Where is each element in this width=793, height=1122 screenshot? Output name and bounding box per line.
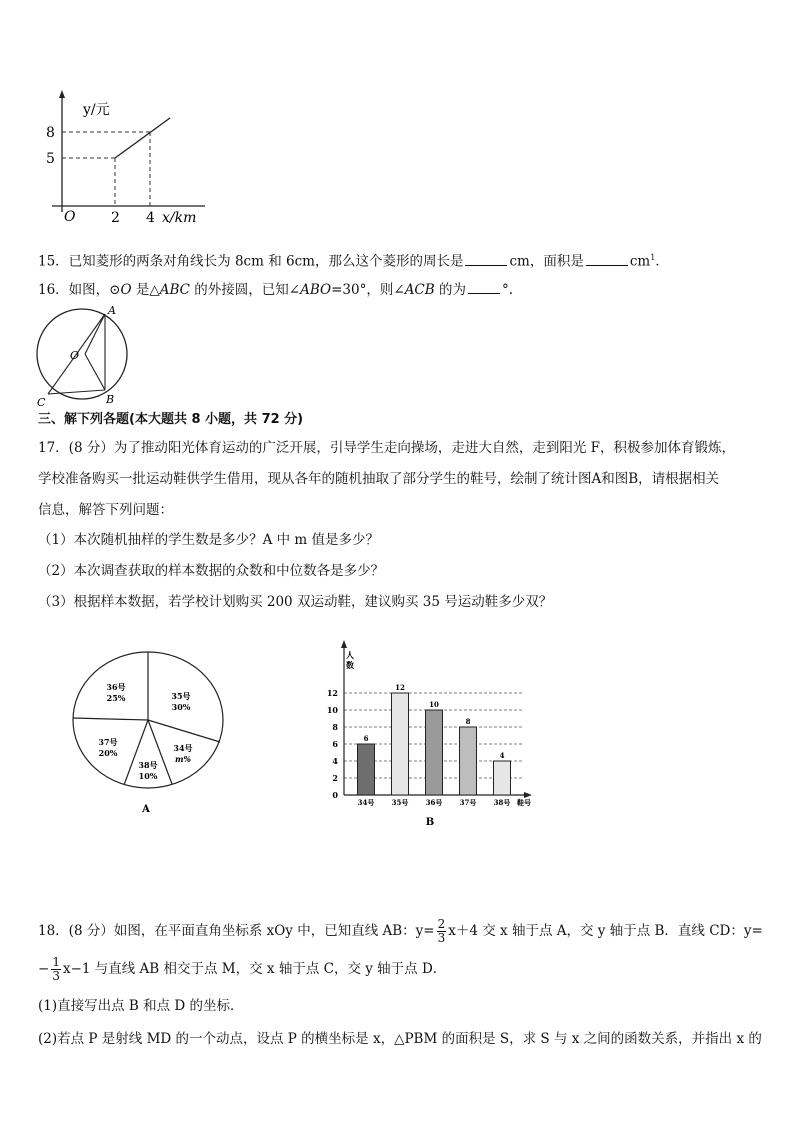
y-tick-8: 8 bbox=[46, 125, 55, 141]
x-category-label: 37号 bbox=[459, 798, 477, 807]
bar-caption: B bbox=[425, 817, 435, 828]
bar-38号 bbox=[494, 761, 511, 795]
question-18-sub1: (1)直接写出点 B 和点 D 的坐标． bbox=[38, 998, 244, 1014]
y-tick-label: 2 bbox=[332, 773, 338, 783]
slice-36-pct: 25% bbox=[106, 693, 126, 703]
bar-ylabel-2: 数 bbox=[346, 660, 354, 670]
y-tick-label: 0 bbox=[332, 790, 338, 800]
y-tick-label: 6 bbox=[332, 739, 338, 749]
question-18-line2: − $\frac{1}{3}$ x−1 与直线 AB 相交于点 M，交 x 轴于点 C，交 y 轴于点 D． bbox=[38, 955, 447, 983]
x-category-label: 34号 bbox=[357, 798, 375, 807]
slice-36-name: 36号 bbox=[106, 682, 126, 692]
bar-chart-b bbox=[318, 638, 558, 830]
x-category-label: 35号 bbox=[391, 798, 409, 807]
slice-35-pct: 30% bbox=[171, 702, 191, 712]
circumscribed-circle-figure bbox=[30, 302, 140, 410]
price-distance-graph bbox=[40, 88, 220, 233]
bar-ylabel-1: 人 bbox=[346, 650, 354, 660]
x-tick-4: 4 bbox=[146, 210, 155, 226]
point-c-label: C bbox=[37, 396, 46, 409]
bar-value-label: 8 bbox=[465, 717, 471, 726]
answer-blank-perimeter[interactable] bbox=[465, 253, 507, 266]
y-tick-5: 5 bbox=[46, 151, 55, 167]
y-tick-label: 10 bbox=[326, 705, 338, 715]
question-17-sub2: （2）本次调查获取的样本数据的众数和中位数各是多少？ bbox=[38, 563, 385, 579]
question-15: 15．已知菱形的两条对角线长为 8cm 和 6cm，那么这个菱形的周长是 cm，面积是 $cm^1$． bbox=[38, 253, 669, 270]
slice-37-name: 37号 bbox=[98, 737, 118, 747]
answer-blank-angle[interactable] bbox=[468, 281, 500, 294]
bar-value-label: 12 bbox=[395, 683, 405, 692]
bar-value-label: 10 bbox=[429, 700, 439, 709]
circle-o bbox=[37, 309, 127, 399]
fraction-one-third: $\frac{1}{3}$ bbox=[52, 955, 60, 983]
question-17-line1: 17．(8 分）为了推动阳光体育运动的广泛开展，引导学生走向操场，走进大自然，走到阳光 F，积极参加体育锻炼， bbox=[38, 440, 735, 456]
question-17-sub3: （3）根据样本数据，若学校计划购买 200 双运动鞋，建议购买 35 号运动鞋多少双？ bbox=[38, 594, 553, 610]
question-17-sub1: （1）本次随机抽样的学生数是多少？A 中 m 值是多少？ bbox=[38, 532, 380, 548]
bar-35号 bbox=[392, 693, 409, 795]
slice-34-name: 34号 bbox=[173, 743, 193, 753]
x-category-label: 38号 bbox=[493, 798, 511, 807]
bar-xlabel: 鞋号 bbox=[517, 798, 531, 807]
point-a-label: A bbox=[108, 304, 116, 317]
origin-label: O bbox=[64, 209, 76, 225]
slice-37-pct: 20% bbox=[98, 748, 118, 758]
point-o-label: O bbox=[70, 349, 80, 362]
question-18-sub2: (2)若点 P 是射线 MD 的一个动点，设点 P 的横坐标是 x，△PBM 的面积是 S，求 S 与 x 之间的函数关系，并指出 x 的 bbox=[38, 1031, 762, 1047]
fraction-two-thirds: $\frac{2}{3}$ bbox=[437, 917, 446, 945]
x-axis-label: x/km bbox=[162, 210, 197, 226]
y-tick-label: 8 bbox=[332, 722, 338, 732]
slice-38-name: 38号 bbox=[138, 760, 158, 770]
slice-34-pct: m% bbox=[174, 754, 192, 764]
question-17-line2: 学校准备购买一批运动鞋供学生借用，现从各年的随机抽取了部分学生的鞋号，绘制了统计图A和图B，请根据相关 bbox=[38, 471, 720, 487]
answer-blank-area[interactable] bbox=[586, 253, 628, 266]
y-tick-label: 4 bbox=[332, 756, 338, 766]
bar-y-axis-arrow bbox=[341, 640, 347, 648]
x-category-label: 36号 bbox=[425, 798, 443, 807]
question-17-line3: 信息，解答下列问题： bbox=[38, 502, 173, 518]
point-b-label: B bbox=[106, 393, 115, 406]
bar-37号 bbox=[460, 727, 477, 795]
slice-38-pct: 10% bbox=[138, 771, 158, 781]
slice-35-name: 35号 bbox=[171, 691, 191, 701]
bar-34号 bbox=[358, 744, 375, 795]
bar-36号 bbox=[426, 710, 443, 795]
pie-caption: A bbox=[142, 804, 150, 815]
y-axis-label: y/元 bbox=[83, 102, 110, 118]
x-tick-2: 2 bbox=[111, 210, 120, 226]
bar-value-label: 4 bbox=[499, 751, 505, 760]
pie-chart-a bbox=[68, 650, 228, 820]
bar-value-label: 6 bbox=[363, 734, 369, 743]
question-18-line1: 18．(8 分）如图，在平面直角坐标系 xOy 中，已知直线 AB：y= $\frac{2}{3}$ x＋4 交 x 轴于点 A，交 y 轴于点 B．直线 CD：y= bbox=[38, 917, 763, 945]
y-tick-label: 12 bbox=[326, 688, 338, 698]
section-heading: 三、解下列各题(本大题共 8 小题，共 72 分) bbox=[38, 412, 304, 427]
question-16: 16．如图，⊙O 是△ABC 的外接圆，已知∠ABO=30°，则∠ACB 的为 °. bbox=[38, 282, 514, 298]
